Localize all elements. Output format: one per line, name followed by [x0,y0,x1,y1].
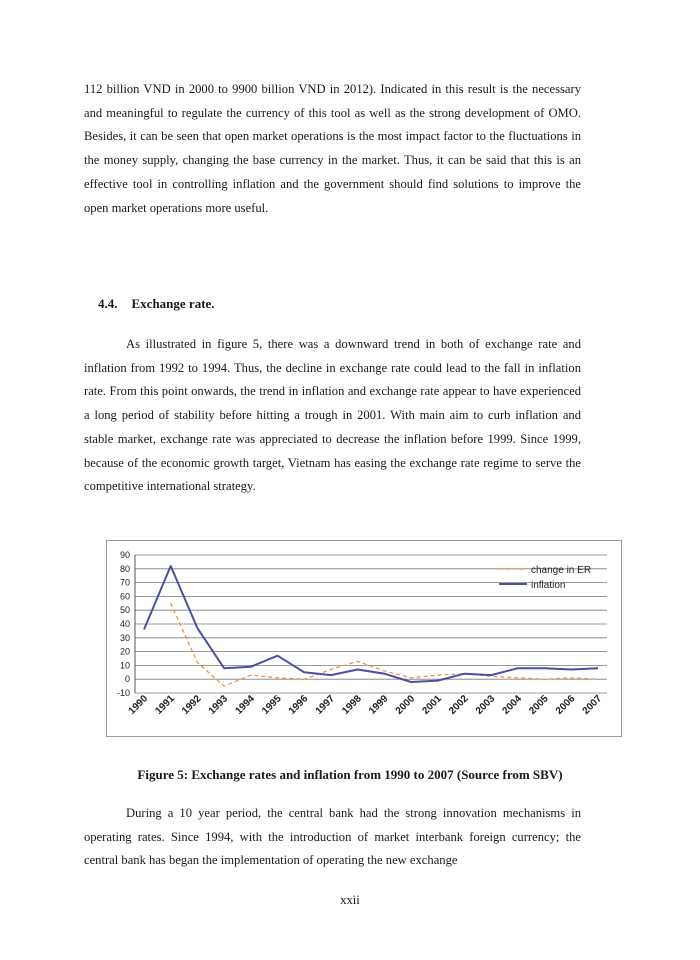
y-tick-label: -10 [116,688,130,698]
figure-5-chart [106,540,622,737]
x-tick-label: 2007 [580,693,605,717]
section-heading [98,296,215,312]
page-number: xxii [340,893,360,907]
x-tick-label: 1999 [366,693,391,717]
y-tick-label: 50 [119,605,130,616]
y-tick-label: 0 [124,674,130,685]
x-tick-label: 1992 [180,693,204,717]
legend-label: change in ER [531,565,592,576]
x-tick-label: 1994 [233,693,257,717]
y-tick-label: 30 [119,632,130,643]
x-tick-label: 2006 [553,693,578,717]
paragraph-open-market: 112 billion VND in 2000 to 9900 billion VND in 2012). Indicated in this result is the necessary and meaningful to regulate the currency of this tool as well as the strong development of OMO. Besides, it can be seen that open market operations is the most impact factor to the fluctuations in the money supply, changing the base currency in the market. Thus, it can be said that this is an effective tool in controlling inflation and the government should find solutions to improve the open market operations more useful. [84,82,581,215]
y-tick-label: 10 [119,660,130,671]
x-tick-label: 1990 [126,693,151,717]
y-tick-label: 40 [119,619,130,629]
y-tick-label: 80 [119,563,130,574]
paragraph-central-bank: During a 10 year period, the central bank had the strong innovation mechanisms in operating rates. Since 1994, with the introduction of market interbank foreign currency; the central bank has began the implementation of operating the new exchange [84,806,581,868]
chart-svg [107,541,621,736]
x-tick-label: 1995 [260,693,284,717]
y-tick-label: 20 [119,646,130,657]
x-tick-label: 2005 [527,693,551,717]
x-tick-label: 1998 [340,693,364,717]
y-tick-label: 90 [119,550,130,560]
x-tick-label: 2002 [447,693,471,717]
x-tick-label: 1991 [153,693,177,717]
legend-label: inflation [531,580,566,591]
y-tick-label: 70 [119,577,130,588]
section-title: Exchange rate. [131,296,215,311]
x-tick-label: 2004 [500,693,525,717]
paragraph-exchange-rate: As illustrated in figure 5, there was a downward trend in both of exchange rate and inflation from 1992 to 1994. Thus, the decline in exchange rate could lead to the fall in inflation rate. From this point onwards, the trend in inflation and exchange rate appear to have experienced a long period of stability before hitting a trough in 2001. With main aim to curb inflation and stable market, exchange rate was appreciated to decrease the inflation before 1999. Since 1999, because of the economic growth target, Vietnam has easing the exchange rate regime to serve the competitive international strategy. [84,337,581,494]
x-tick-label: 1993 [206,693,231,717]
figure-caption: Figure 5: Exchange rates and inflation from 1990 to 2007 (Source from SBV) [137,767,563,782]
x-tick-label: 2001 [420,693,444,717]
section-number: 4.4. [98,296,118,311]
x-tick-label: 2000 [393,693,418,717]
y-tick-label: 60 [119,591,130,602]
x-tick-label: 1997 [313,693,338,717]
x-tick-label: 1996 [286,693,311,717]
x-tick-label: 2003 [473,693,498,717]
